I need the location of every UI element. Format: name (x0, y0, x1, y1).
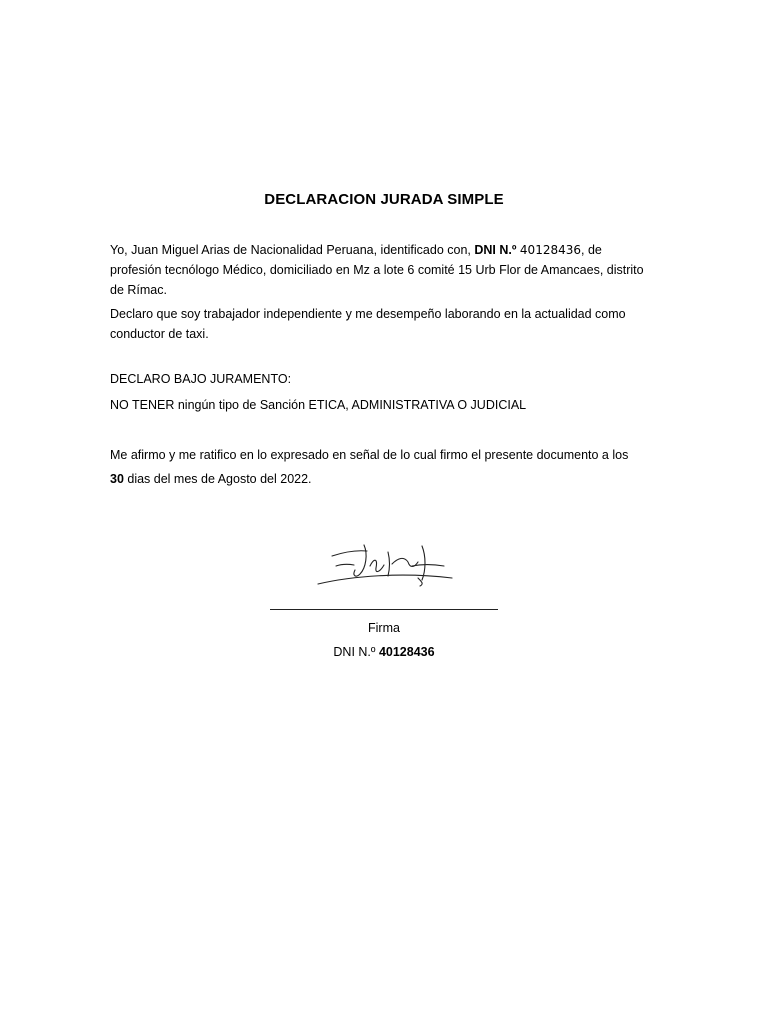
signature-dni-number: 40128436 (378, 645, 435, 659)
declarant-paragraph (110, 240, 655, 300)
declarant-dni-number: 40128436 (519, 243, 581, 257)
declarant-intro: Yo, Juan Miguel Arias de Nacionalidad Peruana, identificado con, (110, 243, 475, 257)
signature-dni-label: DNI N.º (333, 645, 379, 659)
ratification-paragraph (110, 443, 655, 491)
occupation-paragraph: Declaro que soy trabajador independiente y me desempeño laborando en la actualidad como conductor de taxi. (110, 307, 626, 341)
signature-line (270, 609, 498, 610)
ratification-line2: dias del mes de Agosto del 2022. (123, 472, 312, 486)
oath-heading: DECLARO BAJO JURAMENTO: (110, 372, 292, 386)
ratification-line1: Me afirmo y me ratifico en lo expresado en señal de lo cual firmo el presente documento a los (110, 448, 629, 462)
document-title: DECLARACION JURADA SIMPLE (264, 191, 504, 208)
declarant-comma: , de (581, 243, 602, 257)
ratification-day: 30 (110, 472, 124, 486)
signature-dni (0, 645, 768, 659)
sanction-statement: NO TENER ningún tipo de Sanción ETICA, ADMINISTRATIVA O JUDICIAL (110, 398, 527, 412)
declarant-rest: profesión tecnólogo Médico, domiciliado en Mz a lote 6 comité 15 Urb Flor de Amancaes, distrito de Rímac. (110, 263, 644, 297)
handwritten-signature (312, 538, 457, 594)
signature-caption: Firma (368, 621, 400, 635)
declarant-dni-label: DNI N.º (474, 243, 520, 257)
